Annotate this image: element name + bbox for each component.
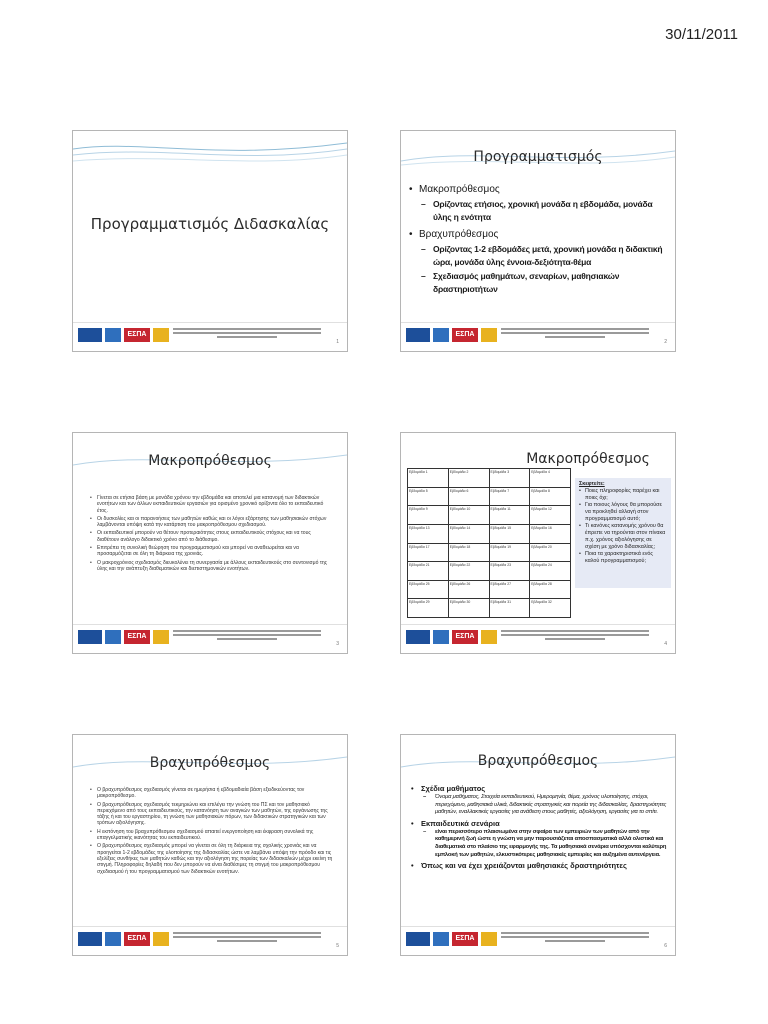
espa-logo: ΕΣΠΑ [452,932,478,946]
slide-footer [401,624,675,653]
weeks-table-cell: Εβδομάδα 7 [489,487,530,506]
slide-footer [73,624,347,653]
slide-2 [400,130,676,352]
bullet-item: • Οι εκπαιδευτικοί μπορούν να θέτουν προτεραιότητες στους εκπαιδευτικούς στόχους και να τους διαθέτουν ανάλογο διδακτικό χρόνο από το διάθεσιμο. [89,530,333,543]
weeks-table-cell: Εβδομάδα 21 [408,562,449,581]
weeks-table-cell: Εβδομάδα 5 [408,487,449,506]
weeks-table-cell: Εβδομάδα 26 [448,580,489,599]
footer-credits-text [173,326,321,340]
slide-4 [400,432,676,654]
weeks-table-cell: Εβδομάδα 2 [448,469,489,488]
weeks-table-cell: Εβδομάδα 24 [530,562,571,581]
espa-logo: ΕΣΠΑ [124,932,150,946]
print-date: 30/11/2011 [665,26,738,43]
sub-bullet-item: – είναι περισσότερο πλαισιωμένα στην σφαίρα των εμπειριών των μαθητών από την καθημερινή ζωή ώστε η γνώση να μην παρουσιάζεται αποσπασματικά αλλά ολιστικά και διαθεματικά στο πλαίσιο της εφαρμογής της. Τα μαθησιακά σενάρια υπόσχονται καλύτερη εμπλοκή των μαθητών, ελκυστικότερες μαθησιακές εμπειρίες και αυξημένα αυτενέργεια. [421,829,667,859]
slide-5 [72,734,348,956]
weeks-table-cell: Εβδομάδα 23 [489,562,530,581]
bullet-item: • Ο βραχυπρόθεσμος σχεδιασμός μπορεί να γίνεται σε όλη τη διάρκεια της σχολικής χρονιάς και να προηγείται 1-2 εβδομάδες της υλοποίησης της διδασκαλίας ώστε να λαμβάνει υπόψη την πρόοδο και τις εξελίξεις συνθήκες των μαθητών καθώς και την αξιολόγηση της πορείας των διδασκαλιών μέχρι εκείνη τη στιγμή. Πληροφορίες δηλαδή που δεν μπορούν να είναι διαθέσιμες τη στιγμή του μακροπρόθεσμου σχεδιασμού ή του προγραμματισμού των διδακτικών ενοτήτων. [89,843,335,874]
bullet-item: • Ο βραχυπρόθεσμος σχεδιασμός τεκμηριώνει και επιλέγει την γνώση του ΠΣ και τον μαθησιακό περιεχόμενο από τους εκπαιδευτικούς, την κατανόηση των αναγκών των μαθητών, της οργάνωσης της τάξης ή και του εργαστηρίου, τη γνώση των μαθησιακών πόρων, των διδακτικών στρατηγικών και των τρόπων αξιολόγησης. [89,802,335,827]
weeks-table-cell: Εβδομάδα 17 [408,543,449,562]
slide-footer [401,926,675,955]
page-number: 6 [664,943,667,949]
weeks-table-cell: Εβδομάδα 8 [530,487,571,506]
weeks-table-cell: Εβδομάδα 15 [489,524,530,543]
eu-flag-logo [406,630,430,644]
weeks-table-row [408,506,571,525]
espa-logo: ΕΣΠΑ [452,630,478,644]
espa-logo: ΕΣΠΑ [124,328,150,342]
bullet-item: • Γίνεται σε ετήσια βάση με μονάδα χρόνου την εβδομάδα και αποτελεί μια κατανομή των διδακτικών ενοτήτων και των άλλων εκπαιδευτικών εργασιών για ορισμένο χρονικό ορίζοντα όλο το εκπαιδευτικό έτος. [89,495,333,514]
weeks-table-cell: Εβδομάδα 22 [448,562,489,581]
weeks-table-cell: Εβδομάδα 9 [408,506,449,525]
programme-logo [153,630,169,644]
weeks-table [407,468,571,618]
bullet-item: • Ο μακροχρόνιος σχεδιασμός διευκολύνει τη συνεργασία με άλλους εκπαιδευτικούς στο συντονισμό της ύλης και την ανάπτυξη διαθεματικών και διεπιστημονικών ενοτήτων. [89,560,333,573]
bullet-list [89,787,335,877]
page-number: 5 [336,943,339,949]
slide-footer [401,322,675,351]
weeks-table-cell: Εβδομάδα 29 [408,599,449,618]
weeks-table-row [408,599,571,618]
slide-title: Βραχυπρόθεσμος [477,753,599,769]
weeks-table-cell: Εβδομάδα 10 [448,506,489,525]
espa-logo: ΕΣΠΑ [452,328,478,342]
weeks-table-cell: Εβδομάδα 16 [530,524,571,543]
weeks-table-cell: Εβδομάδα 1 [408,469,449,488]
slide-6 [400,734,676,956]
weeks-table-row [408,543,571,562]
slide-1 [72,130,348,352]
bullet-item: • Η εκπόνηση του βραχυπρόθεσμου σχεδιασμού απαιτεί ενεργοποίηση και έκφραση συνολικά της επαγγελματικής ικανότητας του εκπαιδευτικού. [89,829,335,842]
eu-flag-logo [78,932,102,946]
weeks-table-cell: Εβδομάδα 18 [448,543,489,562]
weeks-table-cell: Εβδομάδα 28 [530,580,571,599]
slide-title: Μακροπρόθεσμος [148,453,272,469]
weeks-table-cell: Εβδομάδα 20 [530,543,571,562]
reflection-item: • Ποιες πληροφορίες παρέχει και ποιες όχι; [579,488,667,502]
weeks-table-cell: Εβδομάδα 12 [530,506,571,525]
weeks-table-row [408,524,571,543]
greek-flag-logo [433,932,449,946]
footer-credits-text [501,326,649,340]
weeks-table-cell: Εβδομάδα 14 [448,524,489,543]
bullet-list [407,181,669,296]
weeks-table-cell: Εβδομάδα 30 [448,599,489,618]
slide-title: Μακροπρόθεσμος [526,451,650,467]
weeks-table-row [408,469,571,488]
slide-3 [72,432,348,654]
weeks-table-row [408,580,571,599]
decorative-swoosh [73,131,347,171]
greek-flag-logo [433,328,449,342]
reflection-item: • Τι κανόνες κατανομής χρόνου θα έπρεπε να τηρούνται στον πίνακα π.χ. χρόνος αξιολόγησης σε σχέση με χρόνο διδασκαλίας; [579,523,667,551]
reflection-item: • Για ποιους λόγους θα μπορούσε να προκληθεί αλλαγή στον προγραμματισμό αυτό; [579,502,667,523]
bullet-item: • Όπως και να έχει χρειάζονται μαθησιακές δραστηριότητες [409,861,667,870]
bullet-item: • Μακροπρόθεσμος [407,184,669,195]
sub-bullet-item: – Ορίζοντας ετήσιος, χρονική μονάδα η εβδομάδα, μονάδα ύλης η ενότητα [419,198,669,224]
page-number: 1 [336,339,339,345]
weeks-table-cell: Εβδομάδα 6 [448,487,489,506]
weeks-table-cell: Εβδομάδα 19 [489,543,530,562]
bullet-item: • Βραχυπρόθεσμος [407,229,669,240]
bullet-item: • Σχέδια μαθήματος [409,784,667,793]
footer-credits-text [173,930,321,944]
reflection-box [575,478,671,588]
slide-title: Προγραμματισμός Διδασκαλίας [90,215,330,233]
weeks-table-row [408,487,571,506]
weeks-table-cell: Εβδομάδα 13 [408,524,449,543]
programme-logo [153,328,169,342]
weeks-table-cell: Εβδομάδα 25 [408,580,449,599]
espa-logo: ΕΣΠΑ [124,630,150,644]
footer-credits-text [501,628,649,642]
footer-credits-text [501,930,649,944]
bullet-list [89,495,333,574]
eu-flag-logo [78,328,102,342]
eu-flag-logo [78,630,102,644]
slide-title: Βραχυπρόθεσμος [149,755,271,771]
footer-credits-text [173,628,321,642]
greek-flag-logo [105,328,121,342]
weeks-table-cell: Εβδομάδα 31 [489,599,530,618]
greek-flag-logo [105,932,121,946]
weeks-table-cell: Εβδομάδα 32 [530,599,571,618]
weeks-table-cell: Εβδομάδα 27 [489,580,530,599]
weeks-table-cell: Εβδομάδα 3 [489,469,530,488]
page-number: 3 [336,641,339,647]
reflection-item: • Ποια τα χαρακτηριστικά ενός καλού προγραμματισμού; [579,551,667,565]
weeks-table-row [408,562,571,581]
reflection-heading: Σκεφτείτε: [579,481,605,487]
bullet-list [409,783,667,872]
bullet-item: • Επιτρέπει τη συνολική θεώρηση του προγραμματισμού και μπορεί να αναθεωρείται και να προσαρμόζεται σε όλη τη διάρκεια της χρονιάς. [89,545,333,558]
weeks-table-cell: Εβδομάδα 11 [489,506,530,525]
eu-flag-logo [406,932,430,946]
bullet-item: • Ο βραχυπρόθεσμος σχεδιασμός γίνεται σε ημερήσια ή εβδομαδιαία βάση εξειδικεύοντας τον μακροπρόθεσμο. [89,787,335,800]
page-number: 2 [664,339,667,345]
page-number: 4 [664,641,667,647]
bullet-item: • Εκπαιδευτικά σενάρια [409,819,667,828]
sub-bullet-item: – Όνομα μαθήματος, Στοιχεία εκπαιδευτικού, Ημερομηνία, θέμα, χρόνος υλοποίησης, στόχοι, περιεχόμενο, μαθησιακά υλικά, διδακτικές στρατηγικές και πορεία της διδασκαλίας, δραστηριότητες μαθητών, εναλλακτικές εργασίες για ανάθεση στους μαθητές, αξιολόγηση, εργασίες για το σπίτι. [421,794,667,817]
programme-logo [481,932,497,946]
eu-flag-logo [406,328,430,342]
programme-logo [481,328,497,342]
programme-logo [481,630,497,644]
slide-footer [73,322,347,351]
slide-title: Προγραμματισμός [473,149,603,165]
greek-flag-logo [105,630,121,644]
slide-footer [73,926,347,955]
bullet-item: • Οι δυσκολίες και οι παρανοήσεις των μαθητών καθώς και οι λόγοι εξάρτησης των μαθησιακών στόχων λαμβάνονται υπόψη κατά την κατάρτιση του μακροπρόθεσμου σχεδιασμού. [89,516,333,529]
sub-bullet-item: – Ορίζοντας 1-2 εβδομάδες μετά, χρονική μονάδα η διδακτική ώρα, μονάδα ύλης έννοια-δεξιότητα-θέμα [419,243,669,269]
weeks-table-cell: Εβδομάδα 4 [530,469,571,488]
sub-bullet-item: – Σχεδιασμός μαθημάτων, σεναρίων, μαθησιακών δραστηριοτήτων [419,270,669,296]
greek-flag-logo [433,630,449,644]
programme-logo [153,932,169,946]
